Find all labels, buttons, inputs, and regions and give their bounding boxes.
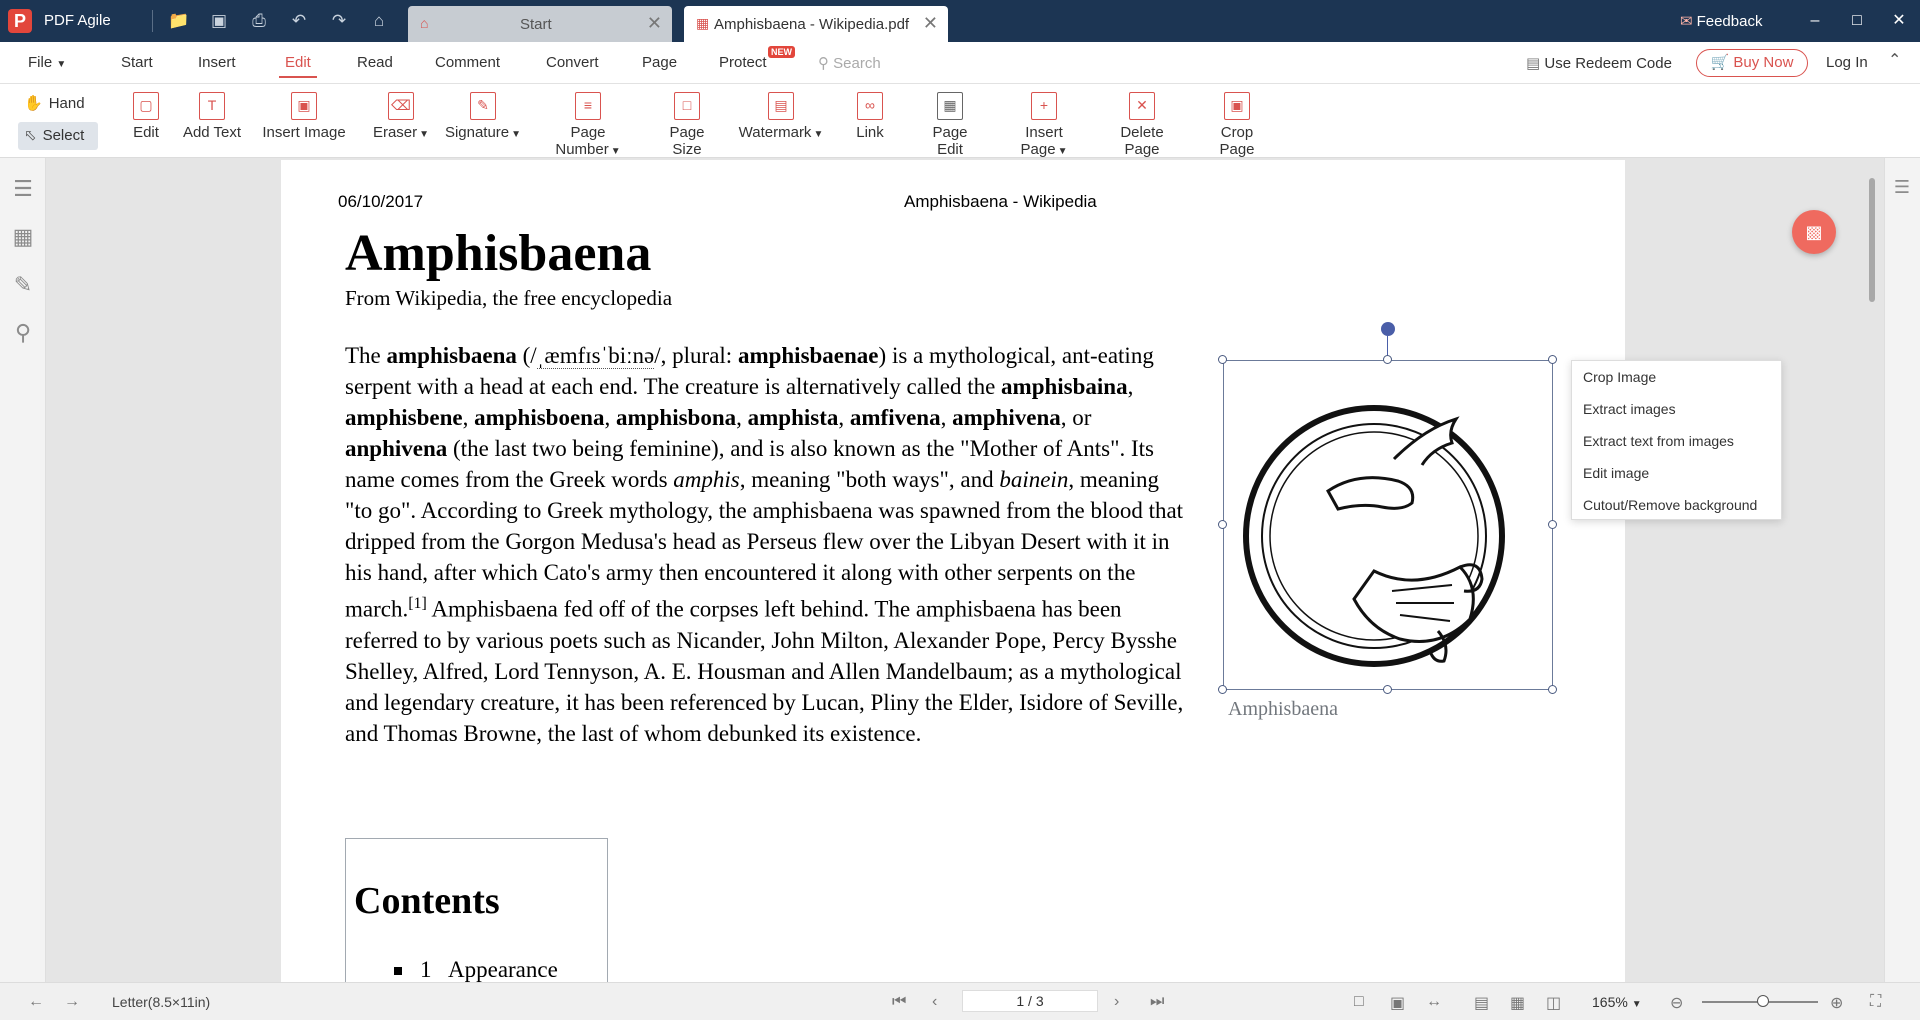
app-name: PDF Agile	[44, 12, 111, 29]
zoom-value: 165%	[1592, 994, 1628, 1010]
chevron-down-icon: ▼	[419, 129, 430, 140]
cutout-background-option[interactable]: Cutout/Remove background	[1583, 497, 1758, 513]
edit-image-option[interactable]: Edit image	[1583, 465, 1650, 481]
save-icon[interactable]: ▣	[210, 11, 228, 30]
chevron-down-icon: ▼	[1631, 999, 1642, 1010]
zoom-level-select[interactable]	[1592, 994, 1642, 1010]
menu-insert[interactable]: Insert	[198, 54, 236, 71]
selected-image[interactable]	[1223, 360, 1553, 690]
eraser-label: Eraser	[372, 124, 418, 141]
feedback-icon: ✉	[1680, 13, 1693, 30]
hand-tool-button[interactable]	[18, 90, 98, 118]
status-bar	[0, 982, 1920, 1020]
prev-page-icon[interactable]: ‹	[932, 993, 938, 1010]
page-size-label: Page Size	[669, 124, 705, 158]
crop-page-label: Crop Page	[1219, 124, 1255, 158]
menu-page[interactable]: Page	[642, 54, 678, 71]
floating-tool-button[interactable]: ▩	[1792, 210, 1836, 254]
search-placeholder: Search	[833, 55, 881, 72]
page-number-button[interactable]	[536, 92, 640, 158]
page-number-input[interactable]: 1 / 3	[962, 990, 1098, 1012]
page-header-date: 06/10/2017	[338, 192, 424, 211]
page-edit-button[interactable]	[918, 92, 982, 158]
cursor-icon: ⬁	[24, 127, 37, 144]
page-size-indicator: Letter(8.5×11in)	[112, 994, 211, 1010]
page-edit-label: Page Edit	[932, 124, 968, 158]
link-button[interactable]	[855, 92, 885, 141]
fit-page-icon[interactable]: ▣	[1390, 995, 1406, 1012]
edit-tool-label: Edit	[133, 124, 159, 141]
single-page-view-icon[interactable]: ▦	[1510, 995, 1526, 1012]
tab-start-label: Start	[520, 16, 552, 33]
edit-icon: ▢	[133, 92, 159, 120]
crop-icon: ▣	[1224, 92, 1250, 120]
thumbnails-icon[interactable]: ▦	[12, 224, 34, 249]
article-paragraph: The amphisbaena (/ˌæmfɪsˈbiːnə/, plural: amphisbaenae) is a mythological, ant-eating serpent with a head at each end. The creature is alternatively called the amphisbaina, amphisbene, amphisboena, amphisbona, amphista, amfivena, amphivena, or anphivena (the last two being feminine), and is also known as the "Mother of Ants". Its name comes from the Greek words amphis, meaning "both ways", and bainein, meaning "to go". According to Greek mythology, the amphisbaena was spawned from the blood that dripped from the Gorgon Medusa's head as Perseus flew over the Libyan Desert with it in his hand, after which Cato's army then encountered it along with other serpents on the march.[1] Amphisbaena fed off of the corpses left behind. The amphisbaena has been referred to by various poets such as Nicander, John Milton, Alexander Pope, Percy Bysshe Shelley, Alfred, Lord Tennyson, A. E. Housman and Allen Mandelbaum; as a mythological and legendary creature, it has been referenced by Lucan, Pliny the Elder, Isidore of Seville, and Thomas Browne, the last of whom debunked its existence.	[345, 343, 1184, 746]
prev-view-icon[interactable]: ←	[28, 993, 44, 1010]
delete-page-label: Delete Page	[1120, 124, 1164, 158]
crop-image-option[interactable]: Crop Image	[1583, 369, 1657, 385]
image-icon: ▣	[291, 92, 317, 120]
image-caption: Amphisbaena	[1228, 698, 1338, 720]
two-page-view-icon[interactable]: ◫	[1546, 995, 1562, 1012]
home-tab-icon: ⌂	[420, 15, 429, 31]
tab-start[interactable]	[408, 6, 672, 42]
menu-edit[interactable]: Edit	[285, 54, 311, 71]
bullet-icon	[394, 967, 402, 975]
menu-convert[interactable]: Convert	[546, 54, 599, 71]
close-window-button[interactable]: ✕	[1892, 12, 1906, 29]
cart-icon: 🛒	[1710, 54, 1730, 71]
article-title: Amphisbaena	[345, 225, 652, 282]
zoom-out-icon[interactable]: ⊖	[1670, 995, 1684, 1012]
watermark-icon: ▤	[768, 92, 794, 120]
annotations-icon[interactable]: ✎	[13, 272, 33, 297]
close-tab-document-icon[interactable]: ✕	[922, 13, 938, 33]
contents-item-appearance[interactable]: Appearance	[448, 957, 558, 982]
edit-toolbar	[0, 84, 1920, 158]
add-text-label: Add Text	[182, 124, 242, 141]
next-page-icon[interactable]: ›	[1114, 993, 1120, 1010]
continuous-view-icon[interactable]: ▤	[1474, 995, 1490, 1012]
redeem-code-button[interactable]	[1526, 54, 1672, 72]
tab-document[interactable]	[684, 6, 948, 42]
maximize-button[interactable]: □	[1852, 12, 1862, 29]
ticket-icon: ▤	[1526, 55, 1541, 72]
menu-comment[interactable]: Comment	[435, 54, 501, 71]
signature-label: Signature	[444, 124, 510, 141]
article-subtitle: From Wikipedia, the free encyclopedia	[345, 286, 673, 310]
left-sidebar	[0, 158, 46, 982]
app-logo: P	[8, 9, 32, 33]
buy-now-button[interactable]	[1696, 49, 1808, 77]
redeem-label: Use Redeem Code	[1544, 55, 1672, 72]
delete-page-icon: ✕	[1129, 92, 1155, 120]
zoom-in-icon[interactable]: ⊕	[1830, 995, 1844, 1012]
close-tab-start-icon[interactable]: ✕	[646, 13, 662, 33]
chevron-down-icon: ▼	[813, 129, 824, 140]
resize-handle-r[interactable]	[1548, 520, 1557, 529]
minimize-button[interactable]: –	[1810, 12, 1820, 29]
login-button[interactable]: Log In	[1826, 54, 1868, 71]
link-icon: ∞	[857, 92, 883, 120]
feedback-label: Feedback	[1696, 13, 1763, 30]
next-view-icon[interactable]: →	[64, 993, 80, 1010]
scrollbar-thumb[interactable]	[1869, 178, 1875, 302]
collapse-ribbon-icon[interactable]: ⌃	[1888, 52, 1902, 69]
amphisbaena-illustration	[1224, 361, 1552, 689]
redo-icon[interactable]: ↷	[331, 11, 347, 30]
plus-page-icon: +	[1031, 92, 1057, 120]
page-number-icon: ≡	[575, 92, 601, 120]
crop-page-button[interactable]	[1202, 92, 1272, 158]
rotate-handle[interactable]	[1381, 322, 1395, 336]
search-panel-icon[interactable]: ⚲	[14, 320, 32, 345]
zoom-slider-handle[interactable]	[1757, 995, 1769, 1007]
resize-handle-t[interactable]	[1383, 355, 1392, 364]
menu-start[interactable]: Start	[121, 54, 153, 71]
select-tool-button[interactable]	[18, 122, 98, 150]
eraser-button[interactable]	[370, 92, 432, 141]
menu-read[interactable]: Read	[357, 54, 393, 71]
tab-document-label: Amphisbaena - Wikipedia.pdf	[714, 16, 910, 33]
fit-width-icon[interactable]: ↔	[1426, 993, 1442, 1010]
watermark-button[interactable]	[738, 92, 824, 141]
chevron-down-icon: ▼	[56, 59, 67, 70]
settings-sliders-icon[interactable]: ☰	[1893, 177, 1911, 197]
page-number-label: Page Number	[555, 124, 609, 158]
resize-handle-tl[interactable]	[1218, 355, 1227, 364]
menu-file[interactable]	[28, 54, 66, 71]
open-folder-icon[interactable]: 📁	[168, 11, 190, 30]
fullscreen-icon[interactable]: ⛶	[1870, 993, 1882, 1010]
extract-text-option[interactable]: Extract text from images	[1583, 433, 1734, 449]
page-size-icon: □	[674, 92, 700, 120]
edit-tool-button[interactable]	[129, 92, 163, 141]
page-size-button[interactable]	[654, 92, 720, 158]
delete-page-button[interactable]	[1101, 92, 1183, 158]
contents-heading: Contents	[354, 880, 500, 922]
eraser-icon: ⌫	[388, 92, 414, 120]
hand-icon: ✋	[24, 95, 43, 112]
table-of-contents	[345, 838, 608, 982]
resize-handle-br[interactable]	[1548, 685, 1557, 694]
insert-image-button[interactable]	[262, 92, 346, 141]
chevron-down-icon: ▼	[511, 129, 522, 140]
outline-list-icon[interactable]: ☰	[13, 176, 33, 201]
watermark-label: Watermark	[738, 124, 812, 141]
image-context-menu	[1571, 360, 1782, 520]
titlebar-separator	[152, 10, 153, 32]
resize-handle-tr[interactable]	[1548, 355, 1557, 364]
resize-handle-bl[interactable]	[1218, 685, 1227, 694]
resize-handle-l[interactable]	[1218, 520, 1227, 529]
search-input[interactable]	[818, 54, 881, 72]
signature-icon: ✎	[470, 92, 496, 120]
grid-icon: ▦	[937, 92, 963, 120]
menu-file-label: File	[28, 54, 53, 71]
link-label: Link	[856, 124, 884, 141]
insert-page-label: Insert Page	[1020, 124, 1063, 158]
last-page-icon[interactable]: ⏭	[1150, 993, 1165, 1010]
first-page-icon[interactable]: ⏮	[892, 993, 907, 1010]
pdf-file-icon: ▦	[696, 15, 710, 31]
right-sidebar	[1884, 158, 1920, 982]
resize-handle-b[interactable]	[1383, 685, 1392, 694]
chevron-down-icon: ▼	[1057, 146, 1068, 157]
insert-page-button[interactable]	[1001, 92, 1087, 158]
text-icon: T	[199, 92, 225, 120]
contents-item-number: 1	[420, 957, 432, 982]
title-bar	[0, 0, 1920, 42]
menu-protect[interactable]: Protect	[719, 54, 767, 71]
home-icon[interactable]: ⌂	[373, 11, 385, 30]
actual-size-icon[interactable]: □	[1354, 993, 1364, 1010]
hand-label: Hand	[48, 95, 85, 112]
new-badge: NEW	[768, 46, 795, 58]
extract-images-option[interactable]: Extract images	[1583, 401, 1676, 417]
page-header-title: Amphisbaena - Wikipedia	[904, 192, 1097, 211]
undo-icon[interactable]: ↶	[291, 11, 307, 30]
feedback-button[interactable]	[1680, 12, 1762, 30]
search-icon: ⚲	[818, 55, 829, 72]
insert-image-label: Insert Image	[262, 124, 346, 141]
chevron-down-icon: ▼	[610, 146, 621, 157]
buy-now-label: Buy Now	[1733, 54, 1794, 71]
add-text-button[interactable]	[180, 92, 244, 141]
select-label: Select	[42, 127, 85, 144]
signature-button[interactable]	[444, 92, 522, 141]
print-icon[interactable]: ⎙	[252, 11, 266, 30]
